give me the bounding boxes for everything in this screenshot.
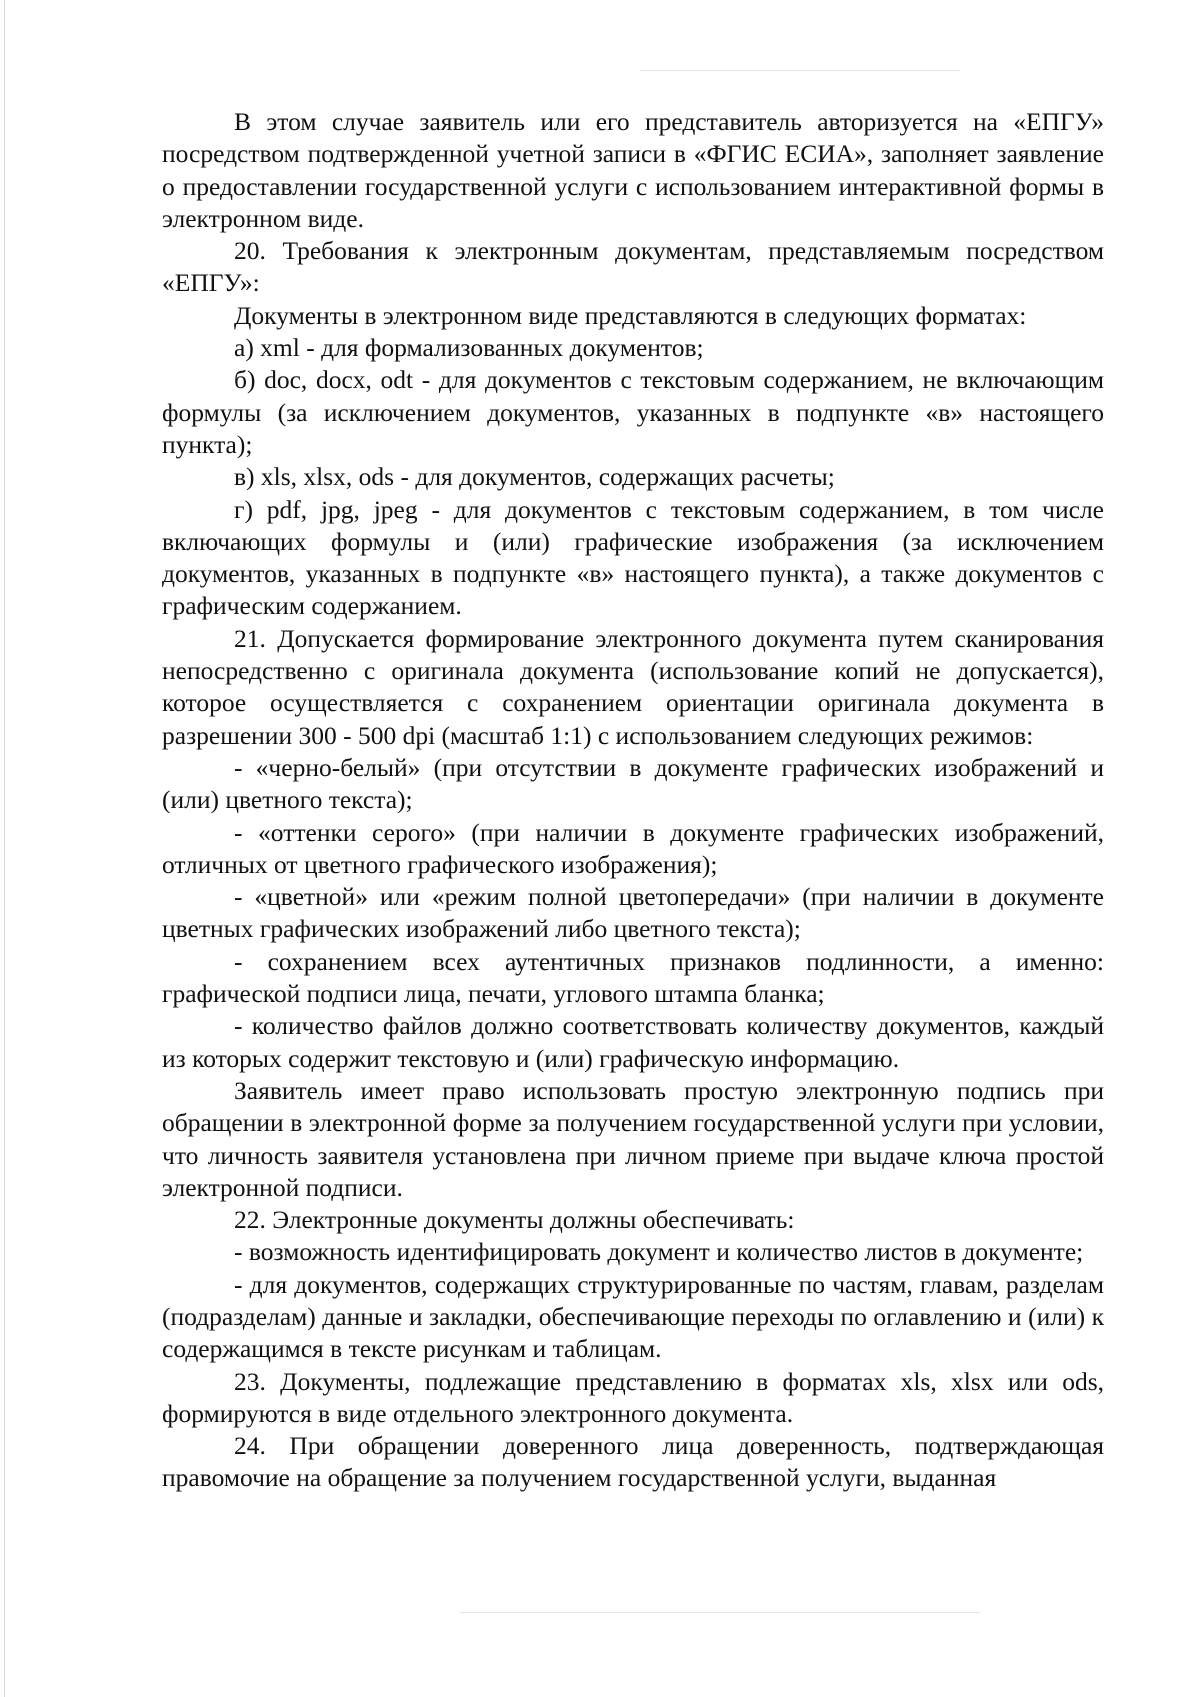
mode-item-file-count: - количество файлов должно соответствовать количеству документов, каждый из которых содержит текстовую и (или) графическую информацию.: [162, 1011, 1104, 1073]
list-item-a: а) xml - для формализованных документов;: [234, 333, 704, 363]
paragraph-23: 23. Документы, подлежащие представлению в форматах xls, xlsx или ods, формируются в виде отдельного электронного документа.: [162, 1366, 1104, 1428]
mode-item-color: - «цветной» или «режим полной цветопередачи» (при наличии в документе цветных графических изображений либо цветного текста);: [162, 882, 1104, 944]
mode-item-bw: - «черно-белый» (при отсутствии в документе графических изображений и (или) цветного текста);: [162, 752, 1104, 815]
requirement-item-identify: - возможность идентифицировать документ и количество листов в документе;: [234, 1237, 1084, 1267]
mode-item-grayscale: - «оттенки серого» (при наличии в документе графических изображений, отличных от цветного графического изображения);: [162, 817, 1104, 879]
scan-artifact-top: [640, 70, 960, 71]
paragraph-22: 22. Электронные документы должны обеспечивать:: [234, 1205, 795, 1235]
list-item-g: г) pdf, jpg, jpeg - для документов с текстовым содержанием, в том числе включающих формулы и (или) графические изображения (за исключением документов, указанных в подпункте «в» настоящего пункта), а также документов с графическим содержанием.: [162, 494, 1104, 621]
mode-item-authenticity: - сохранением всех аутентичных признаков подлинности, а именно: графической подписи лица, печати, углового штампа бланка;: [162, 946, 1104, 1009]
paragraph-20: 20. Требования к электронным документам, представляемым посредством «ЕПГУ»:: [162, 236, 1104, 298]
paragraph-intro: В этом случае заявитель или его представитель авторизуется на «ЕПГУ» посредством подтвержденной учетной записи в «ФГИС ЕСИА», заполняет заявление о предоставлении государственной услуги с использованием интерактивной формы в электронном виде.: [162, 107, 1104, 233]
scan-artifact-bottom: [460, 1612, 980, 1613]
requirement-item-structure: - для документов, содержащих структурированные по частям, главам, разделам (подразделам) данные и закладки, обеспечивающие переходы по оглавлению и (или) к содержащимся в тексте рисункам и таблицам.: [162, 1269, 1104, 1364]
list-item-b: б) doc, docx, odt - для документов с текстовым содержанием, не включающим формулы (за исключением документов, указанных в подпункте «в» настоящего пункта);: [162, 365, 1104, 459]
paragraph-21: 21. Допускается формирование электронного документа путем сканирования непосредственно с оригинала документа (использование копий не допускается), которое осуществляется с сохранением ориентации оригинала документа в разрешении 300 - 500 dpi (масштаб 1:1) с использованием следующих режимов:: [162, 623, 1104, 750]
paragraph-formats: Документы в электронном виде представляются в следующих форматах:: [234, 300, 1027, 330]
paragraph-24: 24. При обращении доверенного лица доверенность, подтверждающая правомочие на обращение за получением государственной услуги, выданная: [162, 1431, 1104, 1493]
document-body: [162, 106, 1104, 1495]
list-item-v: в) xls, xlsx, ods - для документов, содержащих расчеты;: [234, 462, 835, 492]
paragraph-signature: Заявитель имеет право использовать простую электронную подпись при обращении в электронной форме за получением государственной услуги при условии, что личность заявителя установлена при личном приеме при выдаче ключа простой электронной подписи.: [162, 1075, 1104, 1202]
